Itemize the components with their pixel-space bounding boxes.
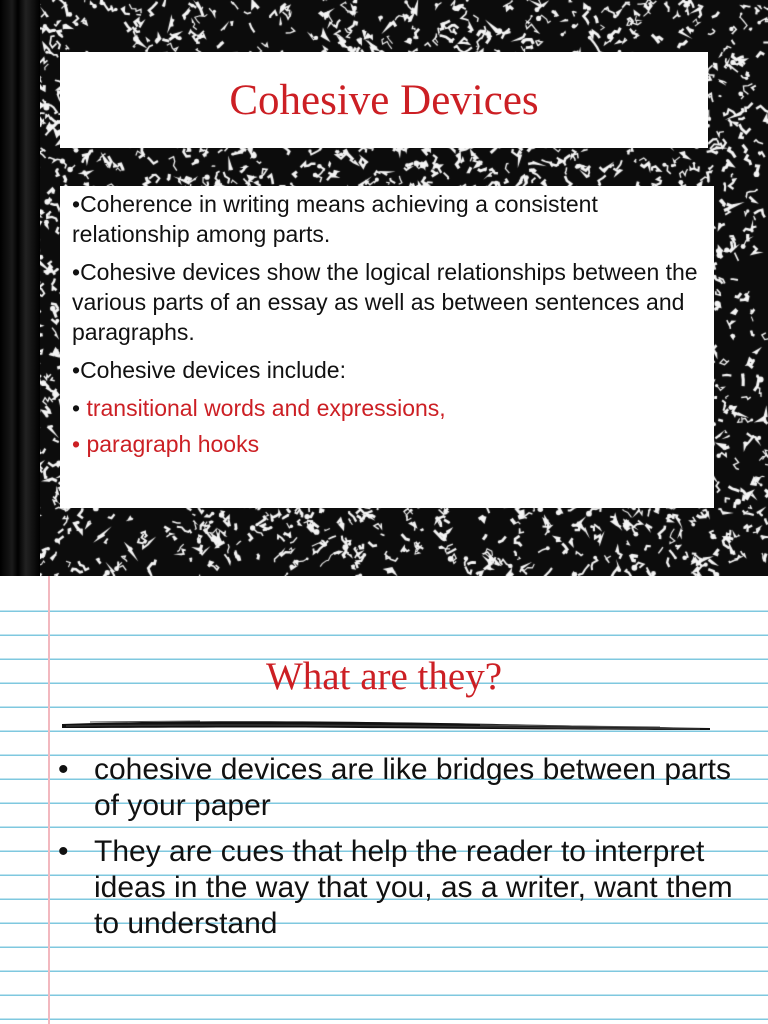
bullet-item — [72, 189, 706, 249]
paper-margin-line — [48, 576, 50, 1024]
bullet-marker: • — [72, 357, 81, 383]
content-box — [60, 186, 714, 508]
bullet-text: They are cues that help the reader to interpret ideas in the way that you, as a writer, want them to understand — [94, 835, 733, 940]
sub-bullet-text: paragraph hooks — [86, 431, 260, 457]
sub-bullet-item — [72, 393, 706, 423]
bullet-item — [56, 834, 736, 942]
bullet-item — [72, 355, 706, 385]
bullet-text: Cohesive devices include: — [80, 357, 346, 383]
notebook-spine — [0, 0, 40, 576]
bullet-marker: • — [58, 753, 69, 786]
bullet-text: cohesive devices are like bridges between parts of your paper — [94, 753, 732, 822]
sub-bullet-text: transitional words and expressions, — [86, 395, 446, 421]
bullet-item — [56, 752, 736, 824]
slide-title: Cohesive Devices — [229, 76, 539, 124]
bullet-text: Coherence in writing means achieving a consistent relationship among parts. — [72, 191, 598, 247]
bullet-list — [56, 752, 736, 952]
sub-bullet-item — [72, 429, 706, 459]
bullet-item — [72, 257, 706, 347]
slide-title: What are they? — [265, 655, 503, 698]
title-label-box — [60, 52, 708, 148]
slide-what-are-they — [0, 576, 768, 1024]
bullet-marker: • — [72, 259, 81, 285]
bullet-marker: • — [58, 835, 69, 868]
brush-stroke-divider — [60, 716, 712, 736]
bullet-marker: • — [72, 191, 81, 217]
bullet-text: Cohesive devices show the logical relationships between the various parts of an essay as well as between sentences and paragraphs. — [72, 259, 698, 345]
bullet-marker: • — [72, 395, 87, 421]
bullet-marker: • — [72, 431, 87, 457]
